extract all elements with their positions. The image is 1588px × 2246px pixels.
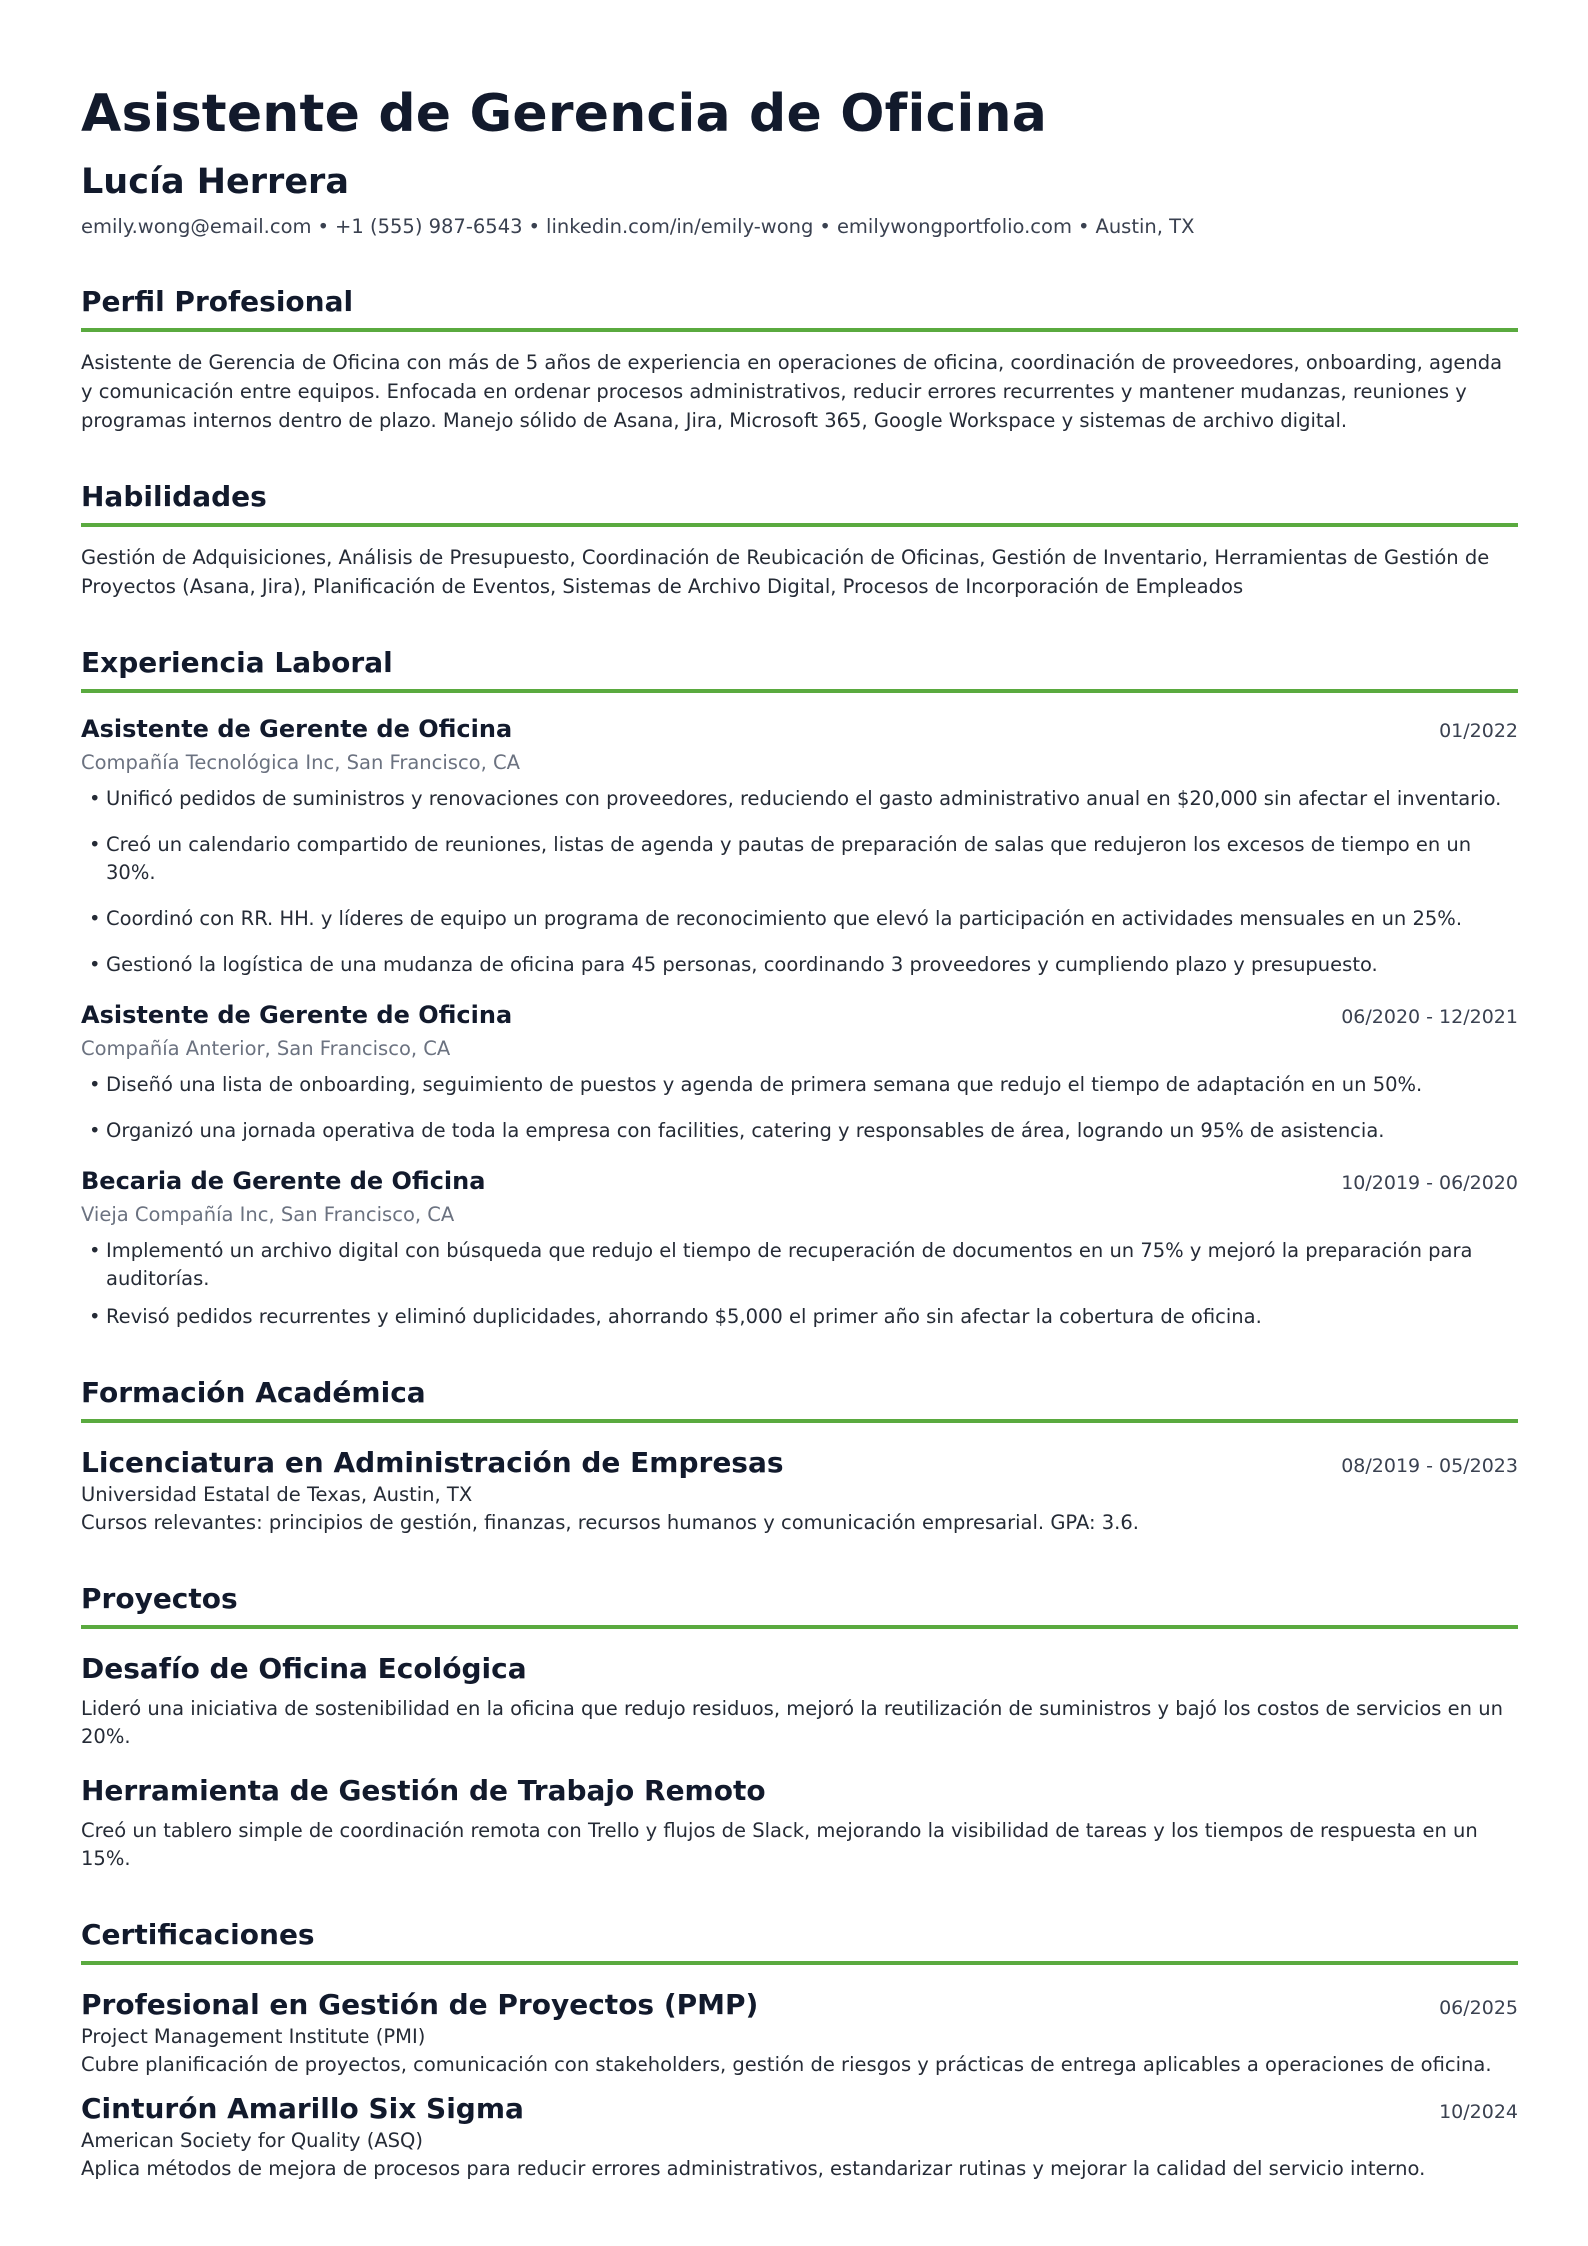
certification-entry: [81, 1987, 1518, 2079]
contact-email: emily.wong@email.com: [81, 215, 312, 238]
certification-description: Cubre planificación de proyectos, comunicación con stakeholders, gestión de riesgos y prácticas de entrega aplicables a operaciones de oficina.: [81, 2053, 1492, 2076]
bullet-text: Revisó pedidos recurrentes y eliminó duplicidades, ahorrando $5,000 el primer año sin afectar la cobertura de oficina.: [106, 1305, 1262, 1328]
project-description: Creó un tablero simple de coordinación remota con Trello y flujos de Slack, mejorando la visibilidad de tareas y los tiempos de respuesta en un 15%.: [81, 1819, 1478, 1870]
job-date: 06/2020 - 12/2021: [1341, 1006, 1518, 1028]
section-heading: Habilidades: [81, 479, 1518, 527]
certifications-section: [81, 1917, 1518, 2183]
skills-text: Gestión de Adquisiciones, Análisis de Presupuesto, Coordinación de Reubicación de Oficinas, Gestión de Inventario, Herramientas de Gestión de Proyectos (Asana, Jira), Planificación de Eventos, Sistemas de Archivo Digital, Procesos de Incorporación de Empleados: [81, 546, 1490, 598]
contact-linkedin: linkedin.com/in/emily-wong: [546, 215, 814, 238]
bullet-text: Unificó pedidos de suministros y renovaciones con proveedores, reduciendo el gasto administrativo anual en $20,000 sin afectar el inventario.: [106, 787, 1502, 810]
bullet-text: Coordinó con RR. HH. y líderes de equipo un programa de reconocimiento que elevó la participación en actividades mensuales en un 25%.: [106, 907, 1463, 930]
candidate-name: Lucía Herrera: [81, 162, 349, 202]
job-bullet: [81, 905, 1518, 933]
bullet-dot-icon: •: [89, 953, 101, 976]
job-title: Asistente de Gerente de Oficina: [81, 715, 513, 743]
certification-issuer: Project Management Institute (PMI): [81, 2025, 426, 2048]
certification-title: Profesional en Gestión de Proyectos (PMP): [81, 1988, 759, 2021]
experience-section: [81, 645, 1518, 1331]
project-description: Lideró una iniciativa de sostenibilidad en la oficina que redujo residuos, mejoró la reutilización de suministros y bajó los costos de servicios en un 20%.: [81, 1697, 1503, 1748]
certification-entry: [81, 2091, 1518, 2183]
job-bullet: [81, 1237, 1518, 1293]
contact-separator: •: [1077, 215, 1090, 238]
contact-separator: •: [528, 215, 541, 238]
project-title: Desafío de Oficina Ecológica: [81, 1652, 527, 1685]
job-entry: [81, 713, 1518, 979]
skills-section: [81, 479, 1518, 601]
job-date: 01/2022: [1439, 720, 1518, 742]
contact-separator: •: [317, 215, 330, 238]
bullet-dot-icon: •: [89, 1239, 101, 1262]
job-title: Becaria de Gerente de Oficina: [81, 1167, 486, 1195]
bullet-text: Implementó un archivo digital con búsqueda que redujo el tiempo de recuperación de documentos en un 75% y mejoró la preparación para auditorías.: [106, 1239, 1473, 1290]
bullet-text: Organizó una jornada operativa de toda la empresa con facilities, catering y responsables de área, logrando un 95% de asistencia.: [106, 1119, 1385, 1142]
job-title: Asistente de Gerente de Oficina: [81, 1001, 513, 1029]
certification-description: Aplica métodos de mejora de procesos para reducir errores administrativos, estandarizar rutinas y mejorar la calidad del servicio interno.: [81, 2157, 1426, 2180]
bullet-text: Diseñó una lista de onboarding, seguimiento de puestos y agenda de primera semana que redujo el tiempo de adaptación en un 50%.: [106, 1073, 1423, 1096]
job-bullets: [81, 1237, 1518, 1331]
job-bullet: [81, 1303, 1518, 1331]
education-entry: [81, 1445, 1518, 1537]
contact-phone: +1 (555) 987-6543: [335, 215, 523, 238]
contact-portfolio: emilywongportfolio.com: [836, 215, 1072, 238]
certification-date: 10/2024: [1439, 2101, 1518, 2123]
job-date: 10/2019 - 06/2020: [1341, 1172, 1518, 1194]
bullet-dot-icon: •: [89, 907, 101, 930]
bullet-dot-icon: •: [89, 833, 101, 856]
contact-line: [81, 214, 1518, 240]
job-bullets: [81, 1071, 1518, 1145]
certification-title: Cinturón Amarillo Six Sigma: [81, 2092, 524, 2125]
bullet-dot-icon: •: [89, 1305, 101, 1328]
job-entry: [81, 999, 1518, 1145]
job-company: Vieja Compañía Inc, San Francisco, CA: [81, 1203, 455, 1226]
school-name: Universidad Estatal de Texas, Austin, TX: [81, 1483, 473, 1506]
education-details: Cursos relevantes: principios de gestión, finanzas, recursos humanos y comunicación empresarial. GPA: 3.6.: [81, 1511, 1139, 1534]
bullet-text: Creó un calendario compartido de reuniones, listas de agenda y pautas de preparación de salas que redujeron los excesos de tiempo en un 30%.: [106, 833, 1472, 884]
section-heading: Certificaciones: [81, 1917, 1518, 1965]
section-heading: Formación Académica: [81, 1375, 1518, 1423]
bullet-dot-icon: •: [89, 787, 101, 810]
bullet-dot-icon: •: [89, 1119, 101, 1142]
section-heading: Experiencia Laboral: [81, 645, 1518, 693]
degree-title: Licenciatura en Administración de Empresas: [81, 1446, 784, 1479]
bullet-dot-icon: •: [89, 1073, 101, 1096]
certification-date: 06/2025: [1439, 1997, 1518, 2019]
job-bullets: [81, 785, 1518, 979]
projects-section: [81, 1581, 1518, 1873]
job-bullet: [81, 785, 1518, 813]
certification-issuer: American Society for Quality (ASQ): [81, 2129, 423, 2152]
job-bullet: [81, 831, 1518, 887]
bullet-text: Gestionó la logística de una mudanza de oficina para 45 personas, coordinando 3 proveedores y cumpliendo plazo y presupuesto.: [106, 953, 1378, 976]
job-bullet: [81, 951, 1518, 979]
job-entry: [81, 1165, 1518, 1331]
education-section: [81, 1375, 1518, 1537]
contact-location: Austin, TX: [1095, 215, 1195, 238]
contact-separator: •: [819, 215, 831, 238]
section-heading: Perfil Profesional: [81, 284, 1518, 332]
profile-section: [81, 284, 1518, 435]
profile-text: Asistente de Gerencia de Oficina con más de 5 años de experiencia en operaciones de oficina, coordinación de proveedores, onboarding, agenda y comunicación entre equipos. Enfocada en ordenar procesos administrativos, reducir errores recurrentes y mantener mudanzas, reuniones y programas internos dentro de plazo. Manejo sólido de Asana, Jira, Microsoft 365, Google Workspace y sistemas de archivo digital.: [81, 351, 1503, 432]
project-entry: [81, 1773, 1518, 1873]
job-company: Compañía Tecnológica Inc, San Francisco, CA: [81, 751, 520, 774]
job-company: Compañía Anterior, San Francisco, CA: [81, 1037, 451, 1060]
education-date: 08/2019 - 05/2023: [1341, 1455, 1518, 1477]
project-entry: [81, 1651, 1518, 1751]
section-heading: Proyectos: [81, 1581, 1518, 1629]
project-title: Herramienta de Gestión de Trabajo Remoto: [81, 1774, 766, 1807]
document-title: Asistente de Gerencia de Oficina: [81, 84, 1048, 144]
job-bullet: [81, 1071, 1518, 1099]
job-bullet: [81, 1117, 1518, 1145]
